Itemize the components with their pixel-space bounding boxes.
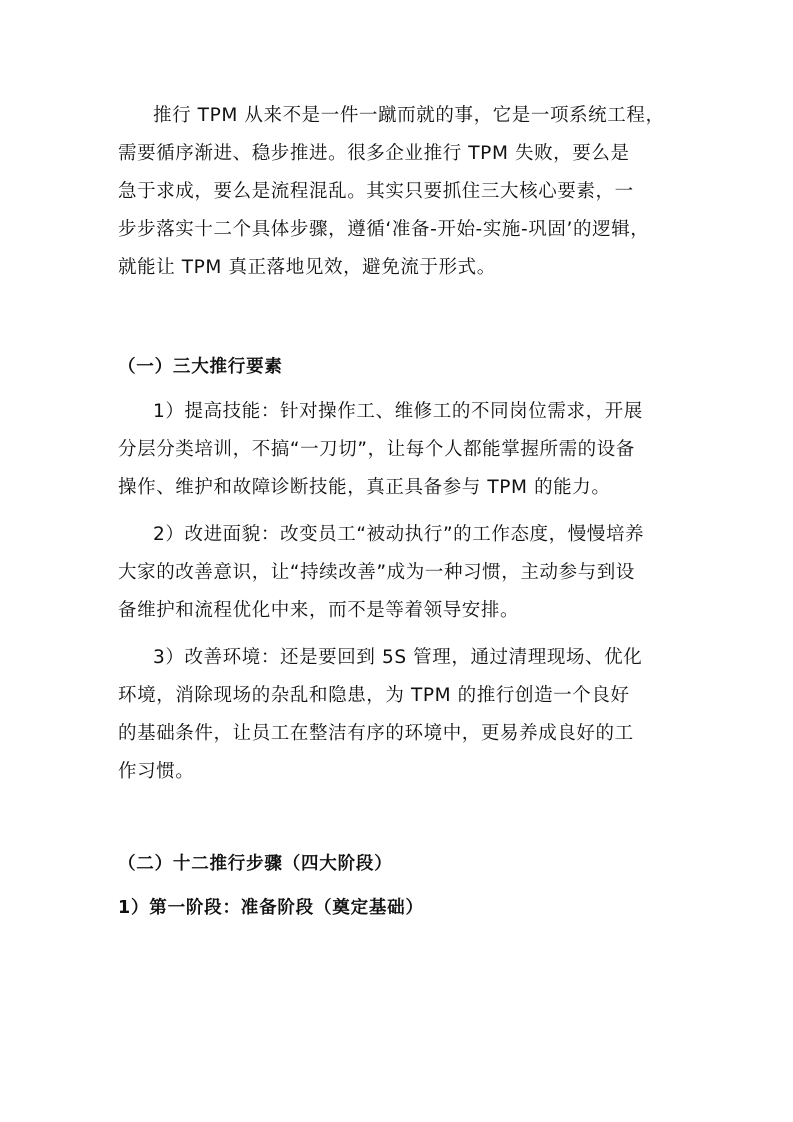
paragraph-line: 环境，消除现场的杂乱和隐患，为 TPM 的推行创造一个良好 (118, 685, 630, 706)
paragraph-line: 大家的改善意识，让“持续改善”成为一种习惯，主动参与到设 (118, 562, 635, 583)
section-title: （一）三大推行要素 (118, 357, 283, 377)
section-heading-1 (118, 348, 678, 386)
section-heading-2 (118, 845, 678, 883)
paragraph-line: 步步落实十二个具体步骤，遵循‘准备-开始-实施-巩固’的逻辑， (118, 219, 650, 240)
section-1-item-3 (118, 639, 678, 791)
paragraph-line: 推行 TPM 从来不是一件一蹴而就的事，它是一项系统工程， (153, 105, 665, 126)
paragraph-line: 操作、维护和故障诊断技能，真正具备参与 TPM 的能力。 (118, 477, 611, 498)
paragraph-line: 2）改进面貌：改变员工“被动执行”的工作态度，慢慢培养 (153, 524, 645, 545)
paragraph-line: 备维护和流程优化中来，而不是等着领导安排。 (118, 600, 520, 621)
paragraph-line: 需要循序渐进、稳步推进。很多企业推行 TPM 失败，要么是 (118, 143, 630, 164)
paragraph-line: 1）提高技能：针对操作工、维修工的不同岗位需求，开展 (153, 401, 643, 422)
paragraph-line: 3）改善环境：还是要回到 5S 管理，通过清理现场、优化 (153, 647, 643, 668)
paragraph-line: 的基础条件，让员工在整洁有序的环境中，更易养成良好的工 (118, 723, 634, 744)
paragraph-line: 急于求成，要么是流程混乱。其实只要抓住三大核心要素，一 (118, 181, 634, 202)
section-1-item-1 (118, 393, 678, 507)
section-1-item-2 (118, 516, 678, 630)
intro-paragraph (118, 97, 678, 287)
section-title: （二）十二推行步骤（四大阶段） (118, 854, 393, 874)
paragraph-line: 分层分类培训，不搞“一刀切”，让每个人都能掌握所需的设备 (118, 439, 635, 460)
sub-section-title: 1）第一阶段：准备阶段（奠定基础） (118, 898, 424, 918)
section-2-subheading (118, 889, 678, 927)
paragraph-line: 就能让 TPM 真正落地见效，避免流于形式。 (118, 257, 496, 278)
paragraph-line: 作习惯。 (118, 761, 195, 782)
